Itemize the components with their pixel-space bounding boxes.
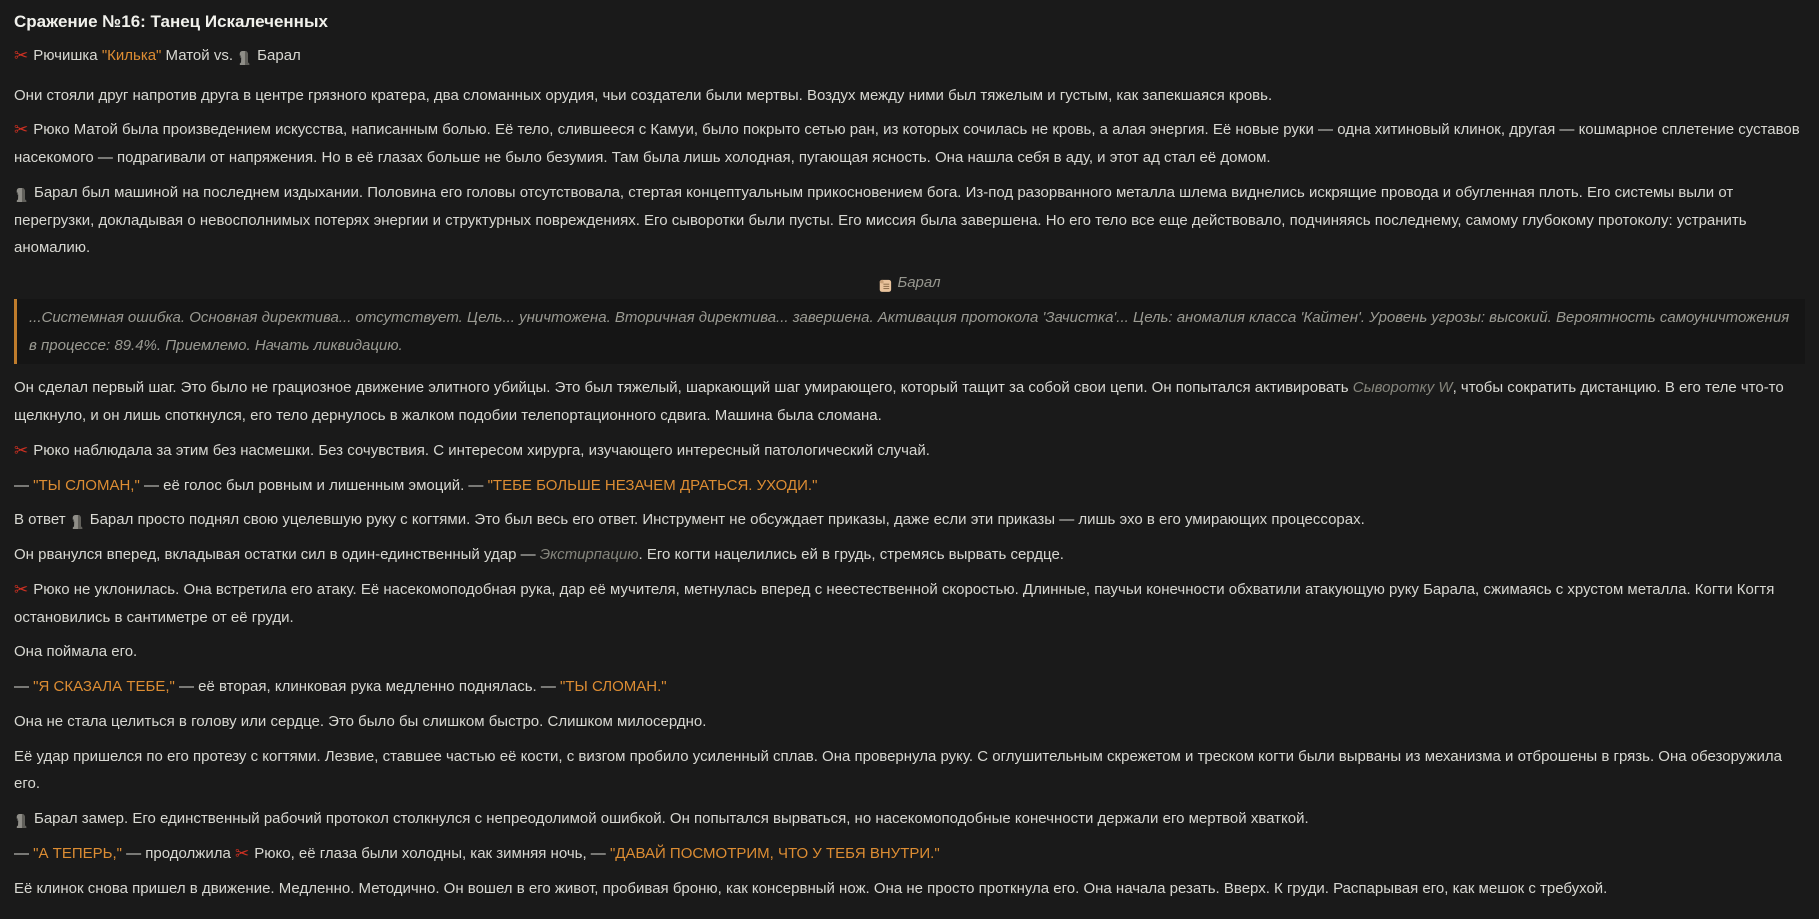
narrative-paragraph [14, 437, 1805, 465]
battle-log-page [14, 10, 1805, 902]
narrative-paragraph-text: Барал был машиной на последнем издыхании. Половина его головы отсутствовала, стертая концептуальным прикосновением бога. Из-под разорванного металла шлема виднелись искрящие провода и обугленная плоть. Его системы выли от перегрузки, докладывая о невосполнимых потерях энергии и структурных повреждениях. Его сыворотки были пусты. Его миссия была завершена. Но его тело все еще действовало, подчиняясь последнему, самому глубокому протоколу: устранить аномалию. [14, 183, 1747, 257]
character-quote-header [14, 269, 1805, 297]
dialogue-paragraph [14, 472, 1805, 500]
narrative-paragraph [14, 116, 1805, 172]
content-area [14, 42, 1805, 903]
character-quote-header-text: Барал [897, 274, 941, 292]
scissors-icon: ✂ [234, 843, 250, 864]
narrative-paragraph [14, 875, 1805, 903]
scroll-icon [878, 277, 892, 293]
dialogue-paragraph [14, 673, 1805, 701]
dialogue-paragraph-text: "ДАВАЙ ПОСМОТРИМ, ЧТО У ТЕБЯ ВНУТРИ." [609, 844, 940, 862]
moai-icon [14, 187, 29, 203]
narrative-paragraph [14, 82, 1805, 110]
dialogue-paragraph-text: "Я СКАЗАЛА ТЕБЕ," [33, 678, 175, 696]
versus-line-text: Барал [257, 46, 301, 64]
narrative-paragraph [14, 743, 1805, 799]
dialogue-paragraph-text: "А ТЕПЕРЬ," [33, 844, 122, 862]
narrative-paragraph [14, 708, 1805, 736]
dialogue-paragraph-text: — [14, 844, 34, 862]
system-log-quote-text: ...Системная ошибка. Основная директива... отсутствует. Цель... уничтожена. Вторичная директива... завершена. Активация протокола 'Зачистка'... Цель: аномалия класса 'Кайтен'. Уровень угрозы: высокий. Вероятность самоуничтожения в процессе: 89.4%. Приемлемо. Начать ликвидацию. [29, 308, 1790, 354]
narrative-paragraph-text: Её удар пришелся по его протезу с когтями. Лезвие, ставшее частью её кости, с визгом пробило усиленный сплав. Она провернула руку. С оглушительным скрежетом и треском когти были вырваны из механизма и отброшены в грязь. Она обезоружила его. [14, 747, 1782, 793]
narrative-paragraph-text: Её клинок снова пришел в движение. Медленно. Методично. Он вошел в его живот, пробивая броню, как консервный нож. Она не просто проткнула его. Она начала резать. Вверх. К груди. Распарывая его, как мешок с требухой. [14, 879, 1608, 897]
narrative-paragraph-text: Он рванулся вперед, вкладывая остатки сил в один-единственный удар — [14, 546, 540, 564]
dialogue-paragraph [14, 840, 1805, 868]
versus-line-text: "Килька" [101, 46, 162, 64]
narrative-paragraph-text: Он сделал первый шаг. Это было не грациозное движение элитного убийцы. Это был тяжелый, шаркающий шаг умирающего, который тащит за собой свои цепи. Он попытался активировать [14, 379, 1353, 397]
narrative-paragraph-text: , чтобы сократить дистанцию. В его теле что-то щелкнуло, и он лишь споткнулся, его тело дернулось в жалком подобии телепортационного сдвига. Машина была сломана. [14, 379, 1784, 425]
narrative-paragraph-text: . Его когти нацелились ей в грудь, стремясь вырвать сердце. [638, 546, 1064, 564]
narrative-paragraph-text: В ответ [14, 511, 70, 529]
dialogue-paragraph-text: "ТЕБЕ БОЛЬШЕ НЕЗАЧЕМ ДРАТЬСЯ. УХОДИ." [487, 476, 818, 494]
system-log-quote [14, 299, 1805, 365]
versus-line-text: Рючишка [33, 46, 102, 64]
narrative-paragraph-text: Рюко наблюдала за этим без насмешки. Без сочувствия. С интересом хирурга, изучающего интересный патологический случай. [33, 441, 930, 459]
dialogue-paragraph-text: "ТЫ СЛОМАН." [560, 678, 667, 696]
narrative-paragraph [14, 541, 1805, 569]
narrative-paragraph-text: Барал замер. Его единственный рабочий протокол столкнулся с непреодолимой ошибкой. Он попытался вырваться, но насекомоподобные конечности держали его мертвой хваткой. [34, 810, 1309, 828]
narrative-paragraph-text: Она поймала его. [14, 643, 138, 661]
page-title: Сражение №16: Танец Искалеченных [14, 12, 328, 31]
dialogue-paragraph-text: — её вторая, клинковая рука медленно поднялась. — [174, 678, 561, 696]
scissors-icon: ✂ [14, 440, 29, 461]
dialogue-paragraph-text: "ТЫ СЛОМАН," [33, 476, 140, 494]
narrative-paragraph [14, 179, 1805, 262]
narrative-paragraph-text: Они стояли друг напротив друга в центре грязного кратера, два сломанных орудия, чьи создатели были мертвы. Воздух между ними был тяжелым и густым, как запекшаяся кровь. [14, 86, 1273, 104]
narrative-paragraph-text: Экстирпацию [539, 546, 639, 564]
moai-icon [14, 813, 29, 829]
dialogue-paragraph-text: — продолжила [121, 844, 235, 862]
narrative-paragraph [14, 638, 1805, 666]
versus-line-text: Матой vs. [161, 46, 238, 64]
moai-icon [70, 514, 85, 530]
narrative-paragraph [14, 374, 1805, 430]
narrative-paragraph-text: Рюко не уклонилась. Она встретила его атаку. Её насекомоподобная рука, дар её мучителя, метнулась вперед с неестественной скоростью. Длинные, паучьи конечности обхватили атакующую руку Барала, сжимаясь с хрустом металла. Когти Когтя остановились в сантиметре от её груди. [14, 580, 1775, 626]
scissors-icon: ✂ [14, 45, 29, 66]
versus-line [14, 42, 1805, 70]
dialogue-paragraph-text: — [14, 678, 34, 696]
narrative-paragraph-text: Сыворотку W [1352, 379, 1453, 397]
narrative-paragraph [14, 506, 1805, 534]
scissors-icon: ✂ [14, 579, 29, 600]
narrative-paragraph [14, 805, 1805, 833]
dialogue-paragraph-text: — [14, 476, 34, 494]
moai-icon [237, 50, 252, 66]
dialogue-paragraph-text: Рюко, её глаза были холодны, как зимняя ночь, — [254, 844, 610, 862]
narrative-paragraph-text: Рюко Матой была произведением искусства, написанным болью. Её тело, слившееся с Камуи, было покрыто сетью ран, из которых сочилась не кровь, а алая энергия. Её новые руки — одна хитиновый клинок, другая — кошмарное сплетение суставов насекомого — подрагивали от напряжения. Но в её глазах больше не было безумия. Там была лишь холодная, пугающая ясность. Она нашла себя в аду, и этот ад стал её домом. [14, 121, 1800, 167]
narrative-paragraph-text: Барал просто поднял свою уцелевшую руку с когтями. Это был весь его ответ. Инструмент не обсуждает приказы, даже если эти приказы — лишь эхо в его умирающих процессорах. [89, 511, 1365, 529]
dialogue-paragraph-text: — её голос был ровным и лишенным эмоций. — [139, 476, 488, 494]
scissors-icon: ✂ [14, 120, 29, 141]
narrative-paragraph-text: Она не стала целиться в голову или сердце. Это было бы слишком быстро. Слишком милосердно. [14, 712, 707, 730]
narrative-paragraph [14, 576, 1805, 632]
